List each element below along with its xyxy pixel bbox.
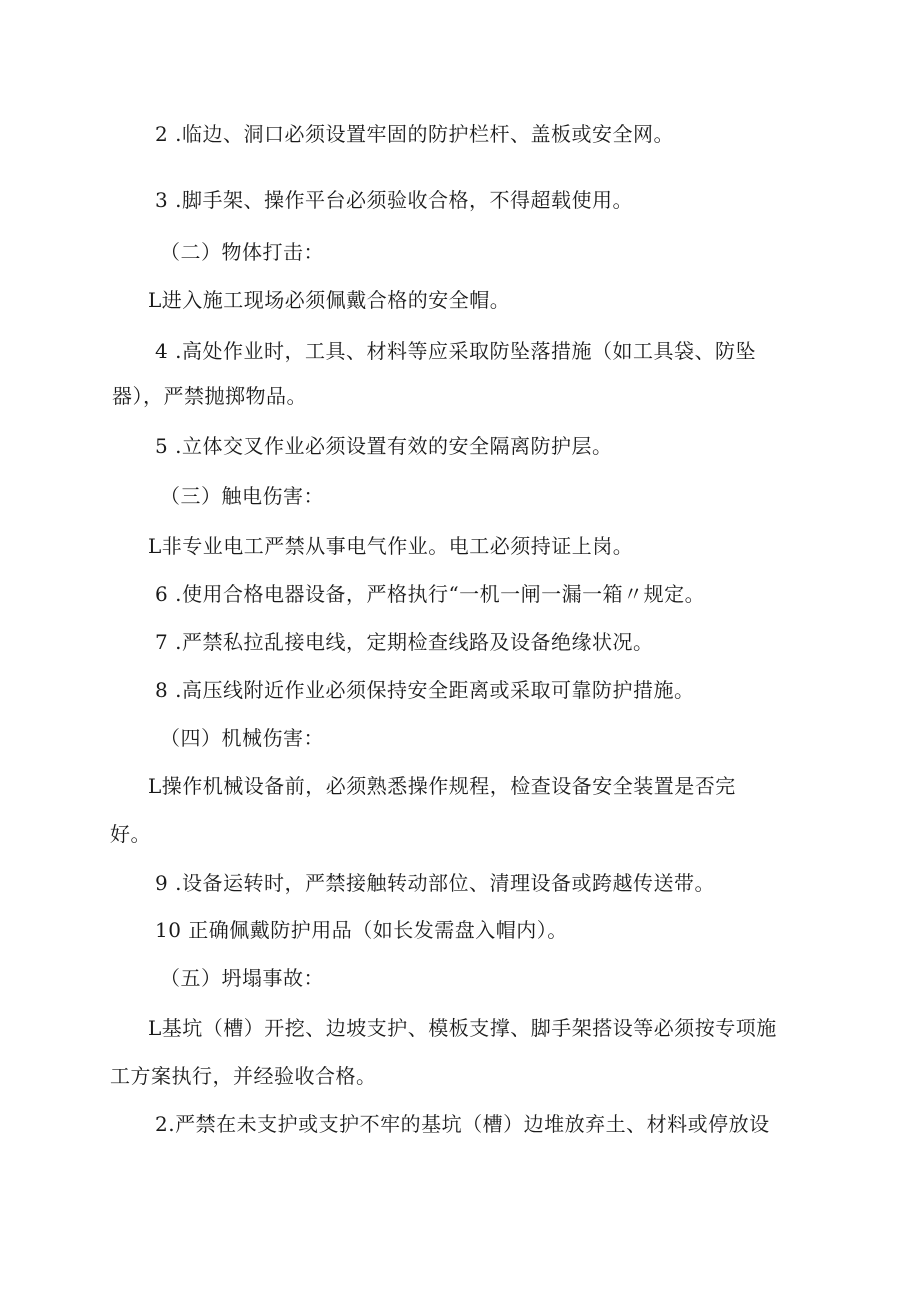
list-item-7-wiring: 7 .严禁私拉乱接电线，定期检查线路及设备绝缘状况。 <box>155 630 654 654</box>
list-item-3-scaffold: 3 .脚手架、操作平台必须验收合格，不得超载使用。 <box>155 188 633 212</box>
list-item-1-helmet: L进入施工现场必须佩戴合格的安全帽。 <box>148 288 511 312</box>
list-item-6-equipment: 6 .使用合格电器设备，严格执行“一机一闸一漏一箱〃规定。 <box>155 582 706 606</box>
section-heading-electric-shock: （三）触电伤害： <box>160 484 324 508</box>
section-heading-object-strike: （二）物体打击： <box>160 240 324 264</box>
section-heading-collapse: （五）坍塌事故： <box>160 966 324 990</box>
list-item-4-continuation: 器），严禁抛掷物品。 <box>112 384 307 408</box>
list-item-9-moving-parts: 9 .设备运转时，严禁接触转动部位、清理设备或跨越传送带。 <box>155 871 715 895</box>
list-item-10-ppe: 10 正确佩戴防护用品（如长发需盘入帽内）。 <box>155 918 568 942</box>
list-item-1-excavation-continuation: 工方案执行，并经验收合格。 <box>110 1064 377 1088</box>
list-item-1-excavation: L基坑（槽）开挖、边坡支护、模板支撑、脚手架搭设等必须按专项施 <box>148 1016 777 1040</box>
list-item-1-continuation: 好。 <box>110 822 151 846</box>
list-item-1-machinery: L操作机械设备前，必须熟悉操作规程，检查设备安全装置是否完 <box>148 774 736 798</box>
list-item-1-electrician: L非专业电工严禁从事电气作业。电工必须持证上岗。 <box>148 534 634 558</box>
list-item-2-pit-edge: 2.严禁在未支护或支护不牢的基坑（槽）边堆放弃土、材料或停放设 <box>155 1112 770 1136</box>
section-heading-mechanical-injury: （四）机械伤害： <box>160 726 324 750</box>
list-item-8-high-voltage: 8 .高压线附近作业必须保持安全距离或采取可靠防护措施。 <box>155 678 695 702</box>
list-item-5-isolation-layer: 5 .立体交叉作业必须设置有效的安全隔离防护层。 <box>155 434 613 458</box>
list-item-2-guardrails: 2 .临边、洞口必须设置牢固的防护栏杆、盖板或安全网。 <box>155 122 674 146</box>
list-item-4-falling-objects: 4 .高处作业时，工具、材料等应采取防坠落措施（如工具袋、防坠 <box>155 339 756 363</box>
